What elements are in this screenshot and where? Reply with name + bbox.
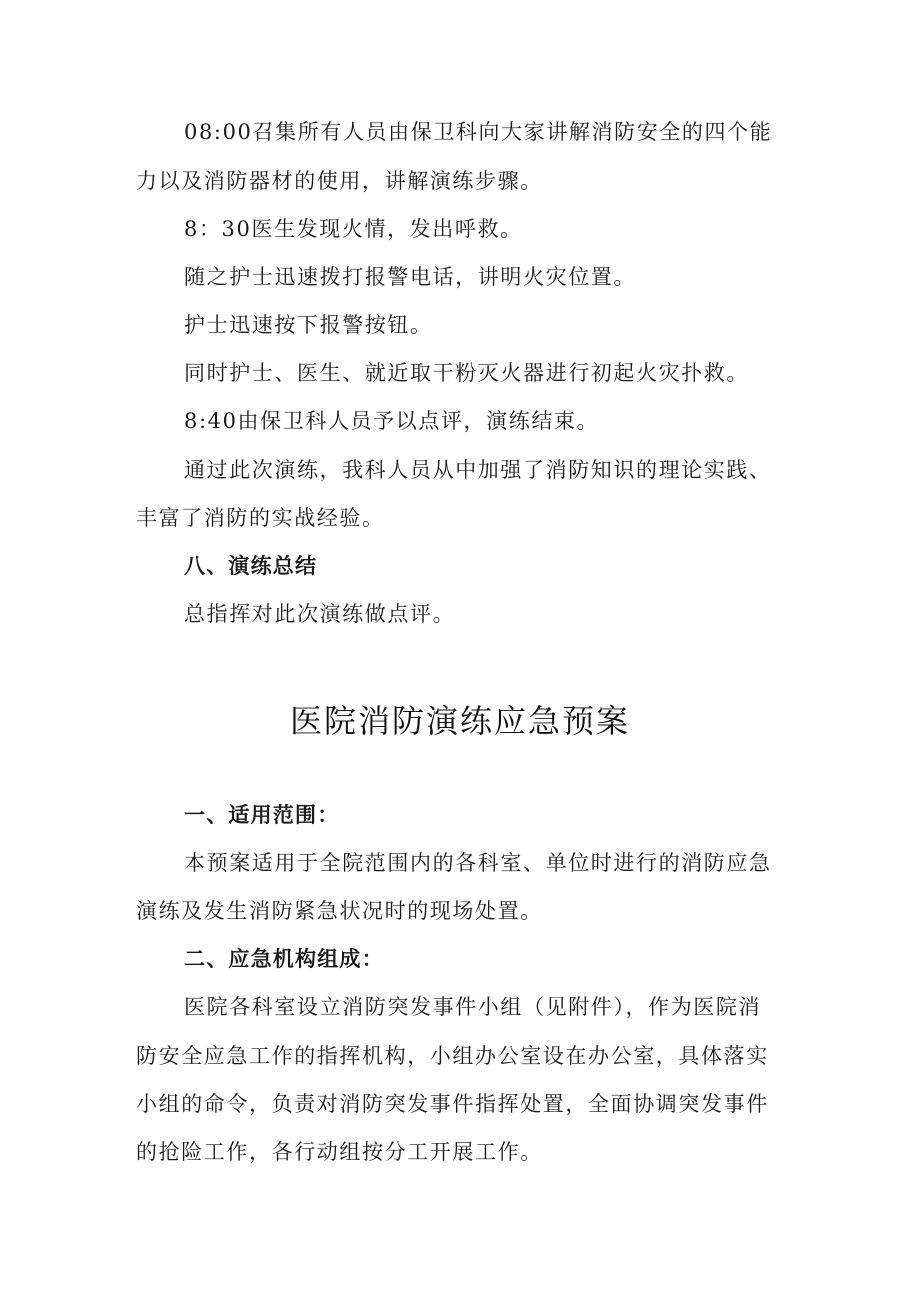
paragraph: 总指挥对此次演练做点评。: [184, 602, 456, 626]
paragraph-line: 通过此次演练，我科人员从中加强了消防知识的理论实践、: [184, 458, 772, 482]
paragraph-line: 08:00召集所有人员由保卫科向大家讲解消防安全的四个能: [184, 120, 773, 144]
paragraph-line: 力以及消防器材的使用，讲解演练步骤。: [136, 169, 543, 193]
paragraph-line: 丰富了消防的实战经验。: [136, 506, 385, 530]
paragraph: 8：30医生发现火情，发出呼救。: [184, 217, 523, 241]
section-heading: 八、演练总结: [184, 554, 318, 578]
paragraph: 同时护士、医生、就近取干粉灭火器进行初起火灾扑救。: [184, 361, 749, 385]
paragraph-line: 医院各科室设立消防突发事件小组（见附件），作为医院消: [184, 995, 762, 1019]
document-title: 医院消防演练应急预案: [289, 702, 630, 740]
paragraph: 随之护士迅速拨打报警电话，讲明火灾位置。: [184, 265, 636, 289]
paragraph-line: 演练及发生消防紧急状况时的现场处置。: [136, 899, 543, 923]
section-heading: 一、适用范围：: [184, 803, 340, 827]
section-heading: 二、应急机构组成：: [184, 947, 384, 971]
paragraph: 护士迅速按下报警按钮。: [184, 313, 433, 337]
paragraph-line: 小组的命令，负责对消防突发事件指挥处置，全面协调突发事件: [136, 1092, 769, 1116]
paragraph: 8:40由保卫科人员予以点评，演练结束。: [184, 409, 600, 433]
paragraph-line: 防安全应急工作的指挥机构，小组办公室设在办公室，具体落实: [136, 1044, 769, 1068]
paragraph-line: 本预案适用于全院范围内的各科室、单位时进行的消防应急: [184, 851, 772, 875]
paragraph-line: 的抢险工作，各行动组按分工开展工作。: [136, 1140, 543, 1164]
